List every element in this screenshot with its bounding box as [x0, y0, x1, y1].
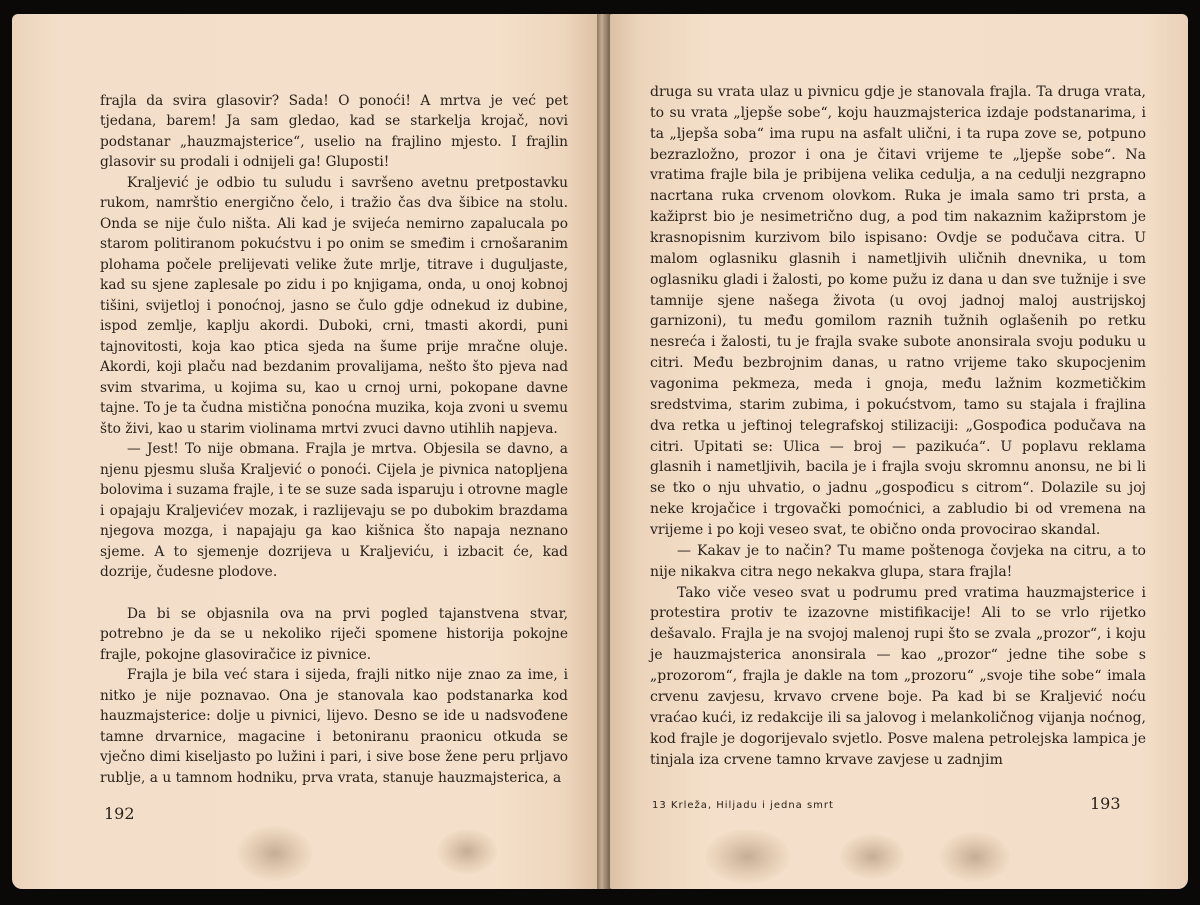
foxing-stain	[940, 832, 1010, 882]
page-number: 192	[104, 804, 135, 823]
foxing-stain	[840, 834, 905, 879]
paragraph: — Kakav je to način? Tu mame poštenoga čovjeka na citru, a to nije nikakva citra nego nekakva glupa, stara frajla!	[650, 542, 1146, 580]
paragraph: — Jest! To nije obmana. Frajla je mrtva. Objesila se davno, a njenu pjesmu sluša Kraljević o ponoći. Cijela je pivnica natopljena bolovima i suzama frajle, i te se suze sada isparuju i otrovne magle i opajaju Kraljevićev mozak, i razlijevaju se po dubokim brazdama njegova mozga, i napajaju ga kao kišnica što napaja neznano sjeme. A to sjemenje dozrijeva u Kraljeviću, i izbacit će, kad dozrije, čudesne plodove.	[100, 441, 568, 581]
foxing-stain	[237, 826, 312, 881]
paragraph: Kraljević je odbio tu suludu i savršeno avetnu pretpostavku rukom, namrštio energično čelo, i tražio čas dva šibice na stolu. Onda se nije čulo ništa. Ali kad je svijeća nemirno zapalucala po starom politiranom pokućstvu i po onim se smeđim i crnošaranim plohama počele prelijevati velike žute mrlje, titrave i duguljaste, kad su sjene zaplesale po zidu i po knjigama, onda, u onoj kobnoj tišini, svijetloj i ponoćnoj, jasno se čulo gdje odnekud iz dubine, ispod zemlje, kaplju akordi. Duboki, crni, tmasti akordi, puni tajnovitosti, koja kao ptica sjeda na šume prije mračne oluje. Akordi, koji plaču nad bezdanim provalijama, nešto što pjeva nad svim stvarima, u kojima su, kao u crnoj urni, pokopane davne tajne. To je ta čudna mistična ponoćna muzika, koja zvoni u svemu što živi, kao u starim violinama mrtvi zvuci davno utihlih napjeva.	[100, 174, 568, 437]
printer-signature: 13 Krleža, Hiljadu i jedna smrt	[652, 800, 834, 811]
paragraph: frajla da svira glasovir? Sada! O ponoći! A mrtva je već pet tjedana, barem! Ja sam gledao, kad se starkelja krojač, novi podstanar „hauzmajsterice“, uselio na frajlino mjesto. I frajlin glasovir su prodali i odnijeli ga! Gluposti!	[100, 93, 568, 171]
foxing-stain	[437, 829, 497, 874]
paragraph: druga su vrata ulaz u pivnicu gdje je stanovala frajla. Ta druga vrata, to su vrata „ljepše sobe“, koju hauzmajsterica izdaje podstanarima, i ta „ljepša soba“ ima rupu na asfalt ulični, i ta rupa zove se, potpuno bezrazložno, prozor i ona je čitavi vrijeme te „ljepše sobe“. Na vratima frajle bila je pribijena velika cedulja, a na cedulji nezgrapno nacrtana ruka crvenom olovkom. Ruka je imala samo tri prsta, a kažiprst bio je nesimetrično dug, a pod tim nakaznim kažiprstom je krasnopisnim kurzivom bilo ispisano: Ovdje se podučava citra. U malom oglasniku glasnih i nametljivih uličnih dnevnika, u tom oglasniku gladi i žalosti, po kome pužu iz dana u dan sve tužnije i sve tamnije sjene našega života (u ovoj jadnoj maloj austrijskoj garnizoni), tu među gomilom raznih tužnih oglašenih po retku nesreća i žalosti, tu je frajla svake subote anonsirala svoju poduku u citri. Među bezbrojnim danas, u ratno vrijeme tako skupocjenim vagonima pekmeza, meda i gnoja, među lažnim kozmetičkim sredstvima, starim zubima, i pokućstvom, tamo su stajala i frajlina dva retka u jeftinoj telegrafskoj stilizaciji: „Gospođica podučava na citri. Upitati se: Ulica — broj — pazikuća“. U poplavu reklama glasnih i nametljivih, bacila je i frajla svoju skromnu anonsu, ne bi li se tko o nju uhvatio, o jadnu „gospođicu s citrom“. Dolazile su joj neke krojačice i trgovački pomoćnici, a zabludio bi od vremena na vrijeme i po koji veseo svat, te obično onda provocirao skandal.	[650, 84, 1146, 539]
right-page-text	[650, 82, 1146, 770]
foxing-stain	[705, 829, 790, 884]
book-spine	[597, 14, 611, 889]
page-number: 193	[1090, 794, 1121, 813]
paragraph: Da bi se objasnila ova na prvi pogled tajanstvena stvar, potrebno je da se u nekoliko riječi spomene historija pokojne frajle, pokojne glasoviračice iz pivnice.	[100, 605, 568, 663]
paragraph: Tako viče veseo svat u podrumu pred vratima hauzmajsterice i protestira protiv te izazovne mistifikacije! Ali to se vrlo rijetko dešavalo. Frajla je na svojoj malenoj rupi što se zvala „prozor“, i koju je hauzmajsterica anonsirala — kao „prozor“ jedne tihe sobe s „prozorom“, frajla je dakle na tom „prozoru“ „svoje tihe sobe“ imala crvenu zavjesu, krvavo crvene boje. Pa kad bi se Kraljević noću vraćao kući, iz redakcije ili sa jalovog i melankoličnog vijanja noćnog, kod frajle je dogorijevalo svjetlo. Posve malena petrolejska lampica je tinjala iza crvene tamno krvave zavjese u zadnjim	[650, 584, 1146, 768]
paragraph: Frajla je bila već stara i sijeda, frajli nitko nije znao za ime, i nitko je nije poznavao. Ona je stanovala kao podstanarka kod hauzmajsterice: dolje u pivnici, lijevo. Desno se ide u nadsvođene tamne drvarnice, magacine i betoniranu praonicu otkuda se vječno dimi kiseljasto po lužini i pari, i sive bose žene peru prljavo rublje, a u tamnom hodniku, prva vrata, stanuje hauzmajsterica, a	[100, 667, 568, 786]
left-page-text	[100, 91, 568, 788]
right-page	[610, 14, 1188, 889]
left-page	[12, 14, 599, 889]
